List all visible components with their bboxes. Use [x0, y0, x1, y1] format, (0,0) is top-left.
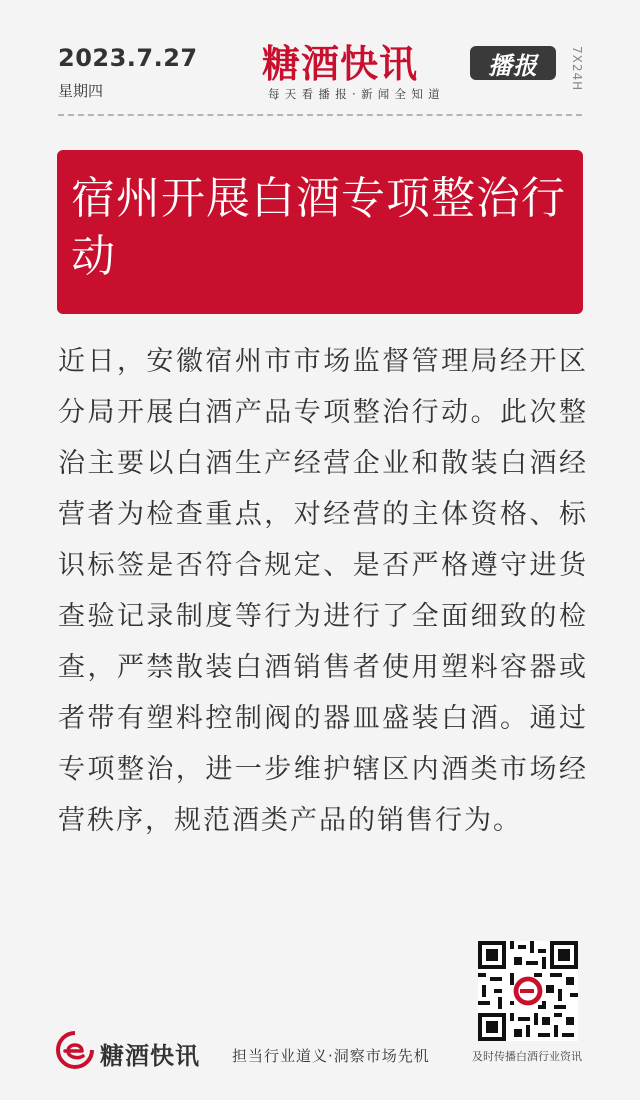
date: 2023.7.27 — [58, 44, 198, 72]
article-body: 近日，安徽宿州市市场监督管理局经开区分局开展白酒产品专项整治行动。此次整治主要以白酒生产经营企业和散装白酒经营者为检查重点，对经营的主体资格、标识标签是否符合规定、是否严格遵守进货查验记录制度等行为进行了全面细致的检查，严禁散装白酒销售者使用塑料容器或者带有塑料控制阀的器皿盛装白酒。通过专项整治，进一步维护辖区内酒类市场经营秩序，规范酒类产品的销售行为。 — [58, 346, 588, 836]
footer-tagline: 担当行业道义·洞察市场先机 — [232, 1047, 430, 1065]
brand-title: 糖酒快讯 — [262, 42, 419, 86]
headline: 宿州开展白酒专项整治行动 — [71, 173, 566, 282]
headline-box — [57, 150, 583, 314]
footer-brand: 糖酒快讯 — [100, 1042, 200, 1070]
brand-badge: 播报 — [470, 46, 556, 80]
tangjiu-logo-icon — [55, 1030, 95, 1070]
brand-slogan: 每天看播报·新闻全知道 — [268, 87, 445, 101]
side-text: 7X24H — [570, 46, 584, 92]
footer-right-text: 及时传播白酒行业资讯 — [472, 1050, 582, 1063]
header-divider — [58, 114, 582, 116]
weekday: 星期四 — [58, 82, 104, 100]
qr-code-icon[interactable] — [478, 941, 578, 1041]
